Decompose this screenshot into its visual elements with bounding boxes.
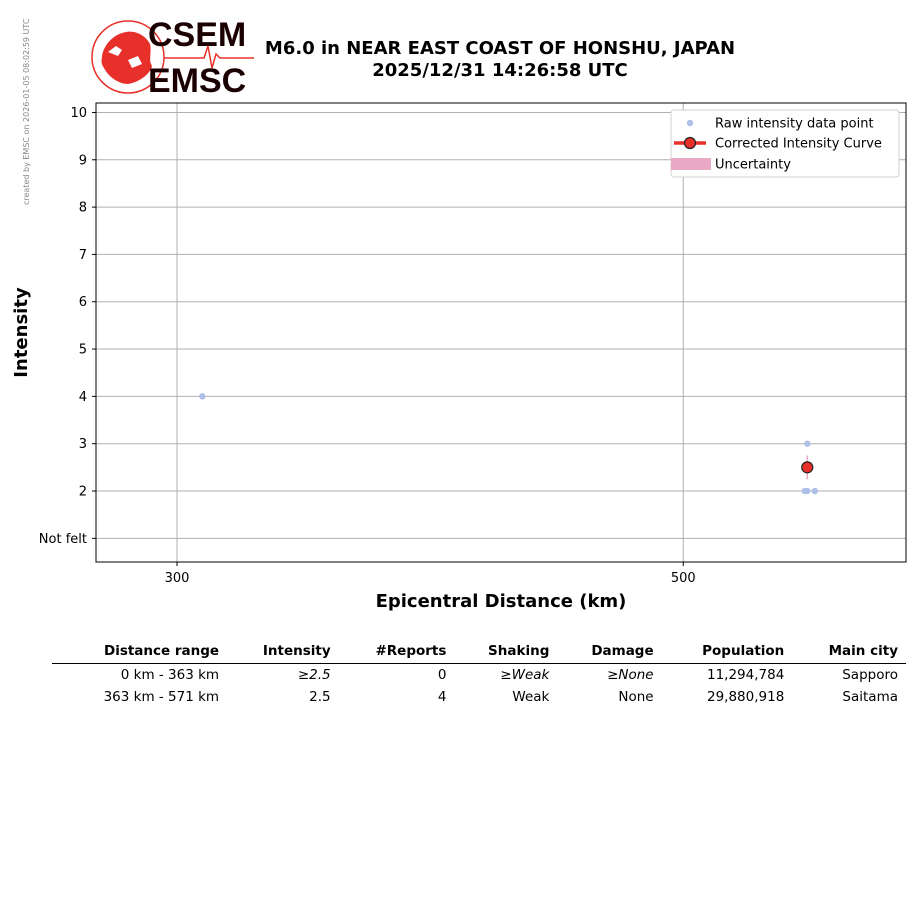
y-tick-label: 8 — [78, 200, 87, 216]
legend-raw-label: Raw intensity data point — [715, 116, 874, 132]
cell-damage: None — [618, 689, 654, 705]
corrected-intensity-marker — [802, 462, 813, 473]
cell-shaking — [454, 664, 557, 687]
header-intensity: Intensity — [227, 640, 339, 664]
cell-shaking: Weak — [512, 689, 550, 705]
chart-title-line2: 2025/12/31 14:26:58 UTC — [372, 60, 628, 81]
legend-corrected-label: Corrected Intensity Curve — [715, 136, 882, 152]
x-tick-label: 500 — [670, 571, 696, 586]
damage-prefix: ≥ — [607, 667, 619, 683]
y-tick-label: 5 — [78, 342, 87, 358]
header-population: Population — [662, 640, 793, 664]
header-reports: #Reports — [339, 640, 455, 664]
chart-title-line1: M6.0 in NEAR EAST COAST OF HONSHU, JAPAN — [264, 38, 736, 59]
shaking-value: Weak — [511, 667, 550, 683]
x-tick-label: 300 — [164, 571, 190, 586]
cell-population: 29,880,918 — [707, 689, 785, 705]
cell-city: Sapporo — [842, 667, 898, 683]
table-row — [52, 664, 906, 687]
y-tick-label: 6 — [78, 295, 87, 311]
y-tick-label: Not felt — [38, 531, 87, 547]
legend-corrected-marker — [685, 138, 696, 149]
y-tick-label: 2 — [78, 484, 87, 500]
cell-damage — [557, 664, 661, 687]
table-header-row — [52, 640, 906, 664]
legend-uncertainty-swatch — [671, 158, 711, 170]
cell-intensity — [227, 664, 339, 687]
damage-value: None — [618, 667, 654, 683]
cell-distance: 363 km - 571 km — [103, 689, 220, 705]
y-tick-label: 7 — [78, 247, 87, 263]
shaking-prefix: ≥ — [500, 667, 512, 683]
y-tick-label: 4 — [78, 389, 87, 405]
cell-distance: 0 km - 363 km — [120, 667, 220, 683]
cell-reports: 4 — [437, 689, 447, 705]
header-city: Main city — [792, 640, 906, 664]
intensity-value: 2.5 — [309, 667, 331, 683]
raw-data-point — [812, 488, 818, 494]
logo-top-text: CSEM — [148, 16, 247, 54]
y-axis-label: Intensity — [11, 287, 32, 378]
legend-uncertainty-label: Uncertainty — [715, 157, 791, 173]
y-tick-label: 9 — [78, 153, 87, 169]
y-tick-label: 3 — [78, 437, 87, 453]
header-distance: Distance range — [52, 640, 227, 664]
raw-data-point — [804, 441, 810, 447]
cell-city: Saitama — [842, 689, 898, 705]
cell-population: 11,294,784 — [707, 667, 785, 683]
intensity-prefix: ≥ — [297, 667, 310, 683]
logo-bottom-text: EMSC — [148, 62, 247, 100]
cell-reports: 0 — [437, 667, 447, 683]
x-axis-label: Epicentral Distance (km) — [375, 591, 627, 612]
raw-data-point — [804, 488, 810, 494]
legend-raw-swatch — [687, 120, 693, 126]
raw-data-point — [199, 393, 205, 399]
y-tick-label: 10 — [70, 105, 87, 121]
table-row — [52, 686, 906, 708]
header-damage: Damage — [557, 640, 661, 664]
cell-intensity: 2.5 — [309, 689, 331, 705]
credit-text: created by EMSC on 2026-01-05 08:02:59 UTC — [22, 18, 31, 205]
summary-table — [52, 640, 906, 708]
header-shaking: Shaking — [454, 640, 557, 664]
